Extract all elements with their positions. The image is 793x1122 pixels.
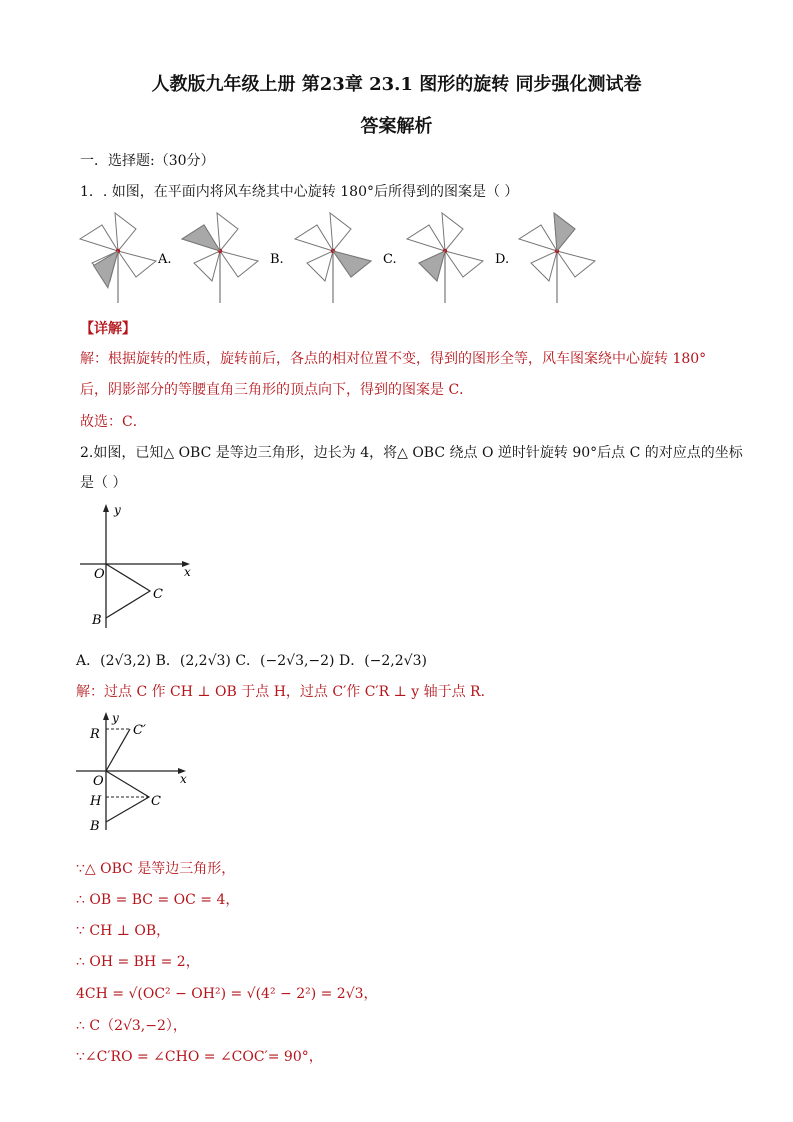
q2-stem-line1: 2.如图，已知△ OBC 是等边三角形，边长为 4，将△ OBC 绕点 O 逆时针旋转 90°后点 C 的对应点的坐标 <box>80 445 743 461</box>
fig2-x-label: x <box>180 772 187 786</box>
q2-solution-intro: 解：过点 C 作 CH ⊥ OB 于点 H，过点 C′作 C′R ⊥ y 轴于点 R． <box>76 684 495 700</box>
pinwheel-b <box>182 213 258 303</box>
q1-pinwheel-options <box>70 205 630 305</box>
q1-solution-line1: 解：根据旋转的性质，旋转前后，各点的相对位置不变，得到的图形全等，风车图案绕中心旋转 180° <box>80 351 707 367</box>
q2-stem-line2: 是（ ） <box>80 475 127 491</box>
q2-figure <box>78 500 208 635</box>
step-3: ∵ CH ⊥ OB， <box>76 923 171 939</box>
fig1-b-label: B <box>92 613 102 628</box>
q2-options: A．(2√3,2) B．(2,2√3) C．(−2√3,−2) D．(−2,2√3) <box>76 653 427 669</box>
pinwheel-a <box>80 213 156 303</box>
q2-solution-figure <box>72 708 202 838</box>
section-heading: 一．选择题:（30分） <box>80 153 215 169</box>
q1-solution-line2: 后，阴影部分的等腰直角三角形的顶点向下，得到的图案是 C． <box>80 382 474 398</box>
fig1-x-label: x <box>184 565 191 579</box>
step-1: ∵△ OBC 是等边三角形， <box>76 861 236 877</box>
page-title: 人教版九年级上册 第23章 23.1 图形的旋转 同步强化测试卷 <box>151 74 642 95</box>
step-7: ∵∠C′RO = ∠CHO = ∠COC′= 90°， <box>76 1049 323 1065</box>
option-a-label: A. <box>158 252 172 267</box>
pinwheel-e <box>519 213 595 303</box>
option-b-label: B. <box>270 252 284 267</box>
step-2: ∴ OB = BC = OC = 4， <box>76 892 240 908</box>
page-subtitle: 答案解析 <box>360 116 433 137</box>
pinwheel-c <box>295 213 371 303</box>
step-5: 4CH = √(OC² − OH²) = √(4² − 2²) = 2√3， <box>76 986 378 1002</box>
fig2-r-label: R <box>90 727 100 742</box>
fig1-c-label: C <box>153 587 163 602</box>
fig2-y-label: y <box>112 711 119 725</box>
fig1-y-label: y <box>114 503 121 517</box>
fig2-c-label: C <box>151 794 161 809</box>
detail-label: 【详解】 <box>80 321 136 337</box>
fig2-o-label: O <box>93 774 104 789</box>
option-d-label: D. <box>495 252 510 267</box>
step-6: ∴ C（2√3,−2）， <box>76 1018 187 1034</box>
step-4: ∴ OH = BH = 2， <box>76 954 200 970</box>
q1-stem: 1．. 如图，在平面内将风车绕其中心旋转 180°后所得到的图案是（ ） <box>80 184 519 200</box>
fig2-b-label: B <box>90 819 100 834</box>
fig1-o-label: O <box>94 567 105 582</box>
q1-answer: 故选：C． <box>80 414 147 430</box>
fig2-h-label: H <box>90 794 102 809</box>
fig2-c-prime-label: C′ <box>133 723 146 738</box>
option-c-label: C. <box>383 252 397 267</box>
pinwheel-d <box>407 213 483 303</box>
